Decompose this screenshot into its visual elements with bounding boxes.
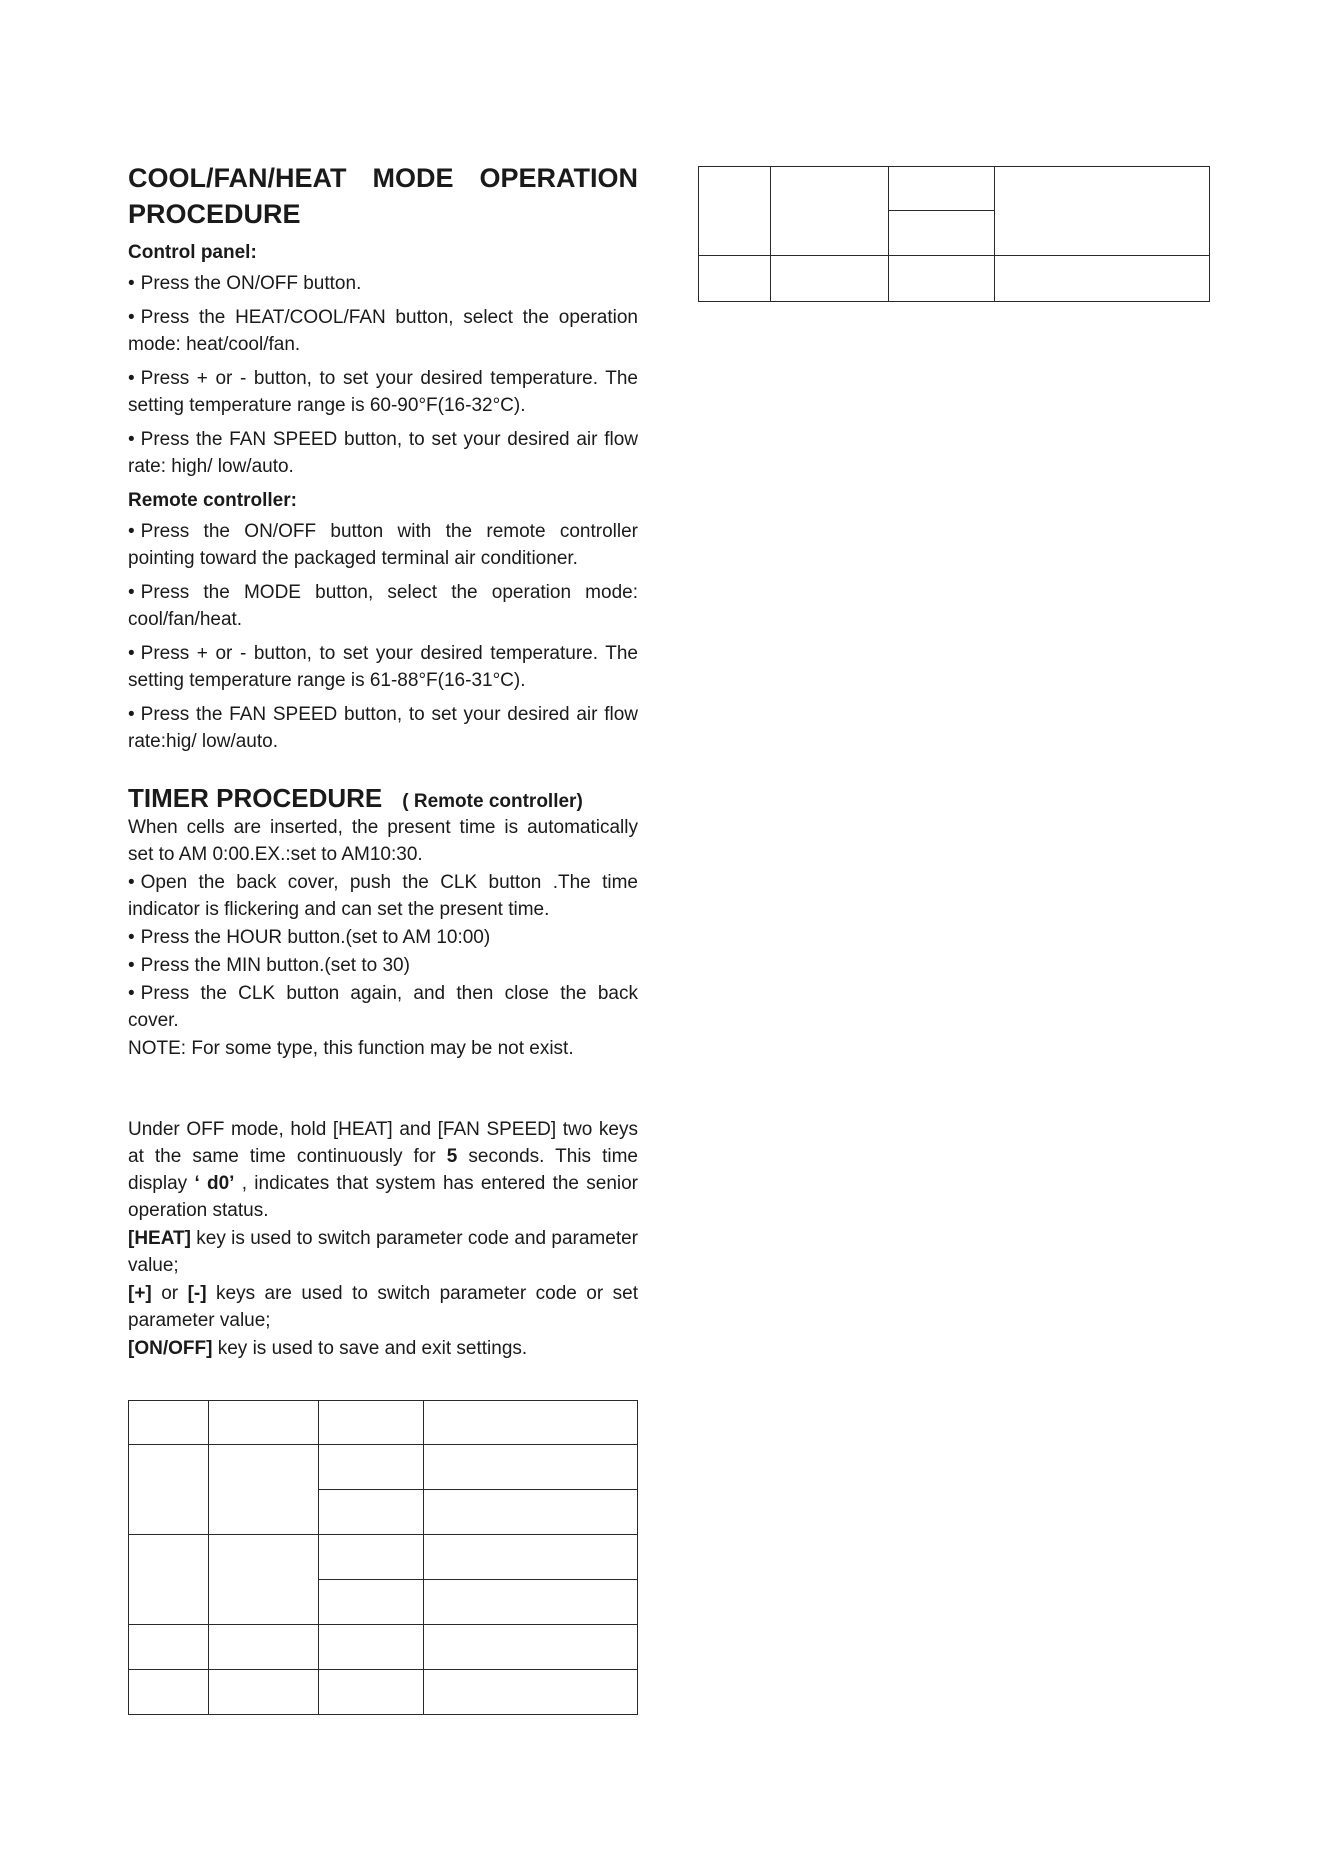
display-code: ‘ d0’ (194, 1173, 235, 1194)
timer-step: • Press the MIN button.(set to 30) (128, 952, 638, 979)
table-cell (771, 256, 889, 302)
left-column (128, 160, 638, 1363)
heat-key-text: key is used to switch parameter code and parameter value; (128, 1228, 638, 1276)
table-cell (319, 1625, 424, 1670)
timer-step: • Open the back cover, push the CLK button .The time indicator is flickering and can set the present time. (128, 869, 638, 923)
plus-minus-key-description (128, 1280, 638, 1334)
remote-item: • Press the FAN SPEED button, to set your desired air flow rate:hig/ low/auto. (128, 701, 638, 755)
table-cell (995, 167, 1210, 256)
table-cell (889, 256, 995, 302)
table-cell (889, 211, 995, 256)
minus-key-label: [-] (187, 1283, 207, 1304)
senior-intro (128, 1116, 638, 1224)
table-cell (319, 1445, 424, 1490)
timer-step: • Press the CLK button again, and then close the back cover. (128, 980, 638, 1034)
table-cell (319, 1490, 424, 1535)
table-cell (209, 1401, 319, 1445)
table-cell (424, 1580, 638, 1625)
table-cell (209, 1535, 319, 1625)
senior-operation-section (128, 1116, 638, 1362)
senior-intro-part-c: , indicates that system has entered the senior operation status. (128, 1173, 639, 1221)
remote-item: • Press + or - button, to set your desired temperature. The setting temperature range is 61-88°F(16-31°C). (128, 640, 638, 694)
timer-intro: When cells are inserted, the present time is automatically set to AM 0:00.EX.:set to AM10:30. (128, 817, 638, 865)
table-cell (699, 256, 771, 302)
control-panel-item: • Press + or - button, to set your desired temperature. The setting temperature range is 60-90°F(16-32°C). (128, 365, 638, 419)
timer-title: TIMER PROCEDURE (128, 783, 383, 813)
parameter-table-bottom (128, 1400, 638, 1715)
table-cell (129, 1670, 209, 1715)
control-panel-item: • Press the ON/OFF button. (128, 270, 638, 297)
table-cell (209, 1445, 319, 1535)
onoff-key-text: key is used to save and exit settings. (217, 1338, 528, 1359)
onoff-key-label: [ON/OFF] (128, 1338, 213, 1359)
remote-controller-heading: Remote controller: (128, 490, 297, 511)
senior-intro-part-a: Under OFF mode, hold [HEAT] and [FAN SPEED] two keys at the same time continuously for (128, 1119, 638, 1167)
table-cell (771, 167, 889, 256)
table-cell (889, 167, 995, 211)
remote-item: • Press the ON/OFF button with the remote controller pointing toward the packaged terminal air conditioner. (128, 518, 638, 572)
table-cell (129, 1535, 209, 1625)
parameter-table-top (698, 166, 1210, 302)
control-panel-heading: Control panel: (128, 242, 257, 263)
table-cell (995, 256, 1210, 302)
table-cell (129, 1401, 209, 1445)
remote-item: • Press the MODE button, select the operation mode: cool/fan/heat. (128, 579, 638, 633)
table-cell (424, 1535, 638, 1580)
timer-body (128, 814, 638, 1062)
control-panel-item: • Press the FAN SPEED button, to set your desired air flow rate: high/ low/auto. (128, 426, 638, 480)
table-cell (424, 1670, 638, 1715)
timer-step: • Press the HOUR button.(set to AM 10:00) (128, 924, 638, 951)
table-cell (319, 1670, 424, 1715)
onoff-key-description (128, 1335, 638, 1362)
table-cell (209, 1625, 319, 1670)
table-cell (424, 1490, 638, 1535)
plus-key-label: [+] (128, 1283, 152, 1304)
plus-minus-key-text: keys are used to switch parameter code or set parameter value; (128, 1283, 638, 1331)
table-cell (209, 1670, 319, 1715)
table-cell (699, 167, 771, 256)
table-cell (319, 1535, 424, 1580)
timer-note: NOTE: For some type, this function may be not exist. (128, 1038, 574, 1059)
table-cell (319, 1580, 424, 1625)
table-cell (129, 1445, 209, 1535)
heat-key-description (128, 1225, 638, 1279)
or-text: or (161, 1283, 179, 1304)
table-cell (424, 1445, 638, 1490)
control-panel-item: • Press the HEAT/COOL/FAN button, select the operation mode: heat/cool/fan. (128, 304, 638, 358)
senior-intro-part-b: seconds. This time display (128, 1146, 638, 1194)
table-cell (424, 1625, 638, 1670)
timer-heading (128, 783, 638, 814)
timer-subtitle: ( Remote controller) (402, 791, 583, 812)
cool-fan-heat-title: COOL/FAN/HEAT MODE OPERATION PROCEDURE (128, 163, 638, 229)
heat-key-label: [HEAT] (128, 1228, 191, 1249)
seconds-value: 5 (446, 1146, 458, 1167)
table-cell (129, 1625, 209, 1670)
table-cell (424, 1401, 638, 1445)
table-cell (319, 1401, 424, 1445)
